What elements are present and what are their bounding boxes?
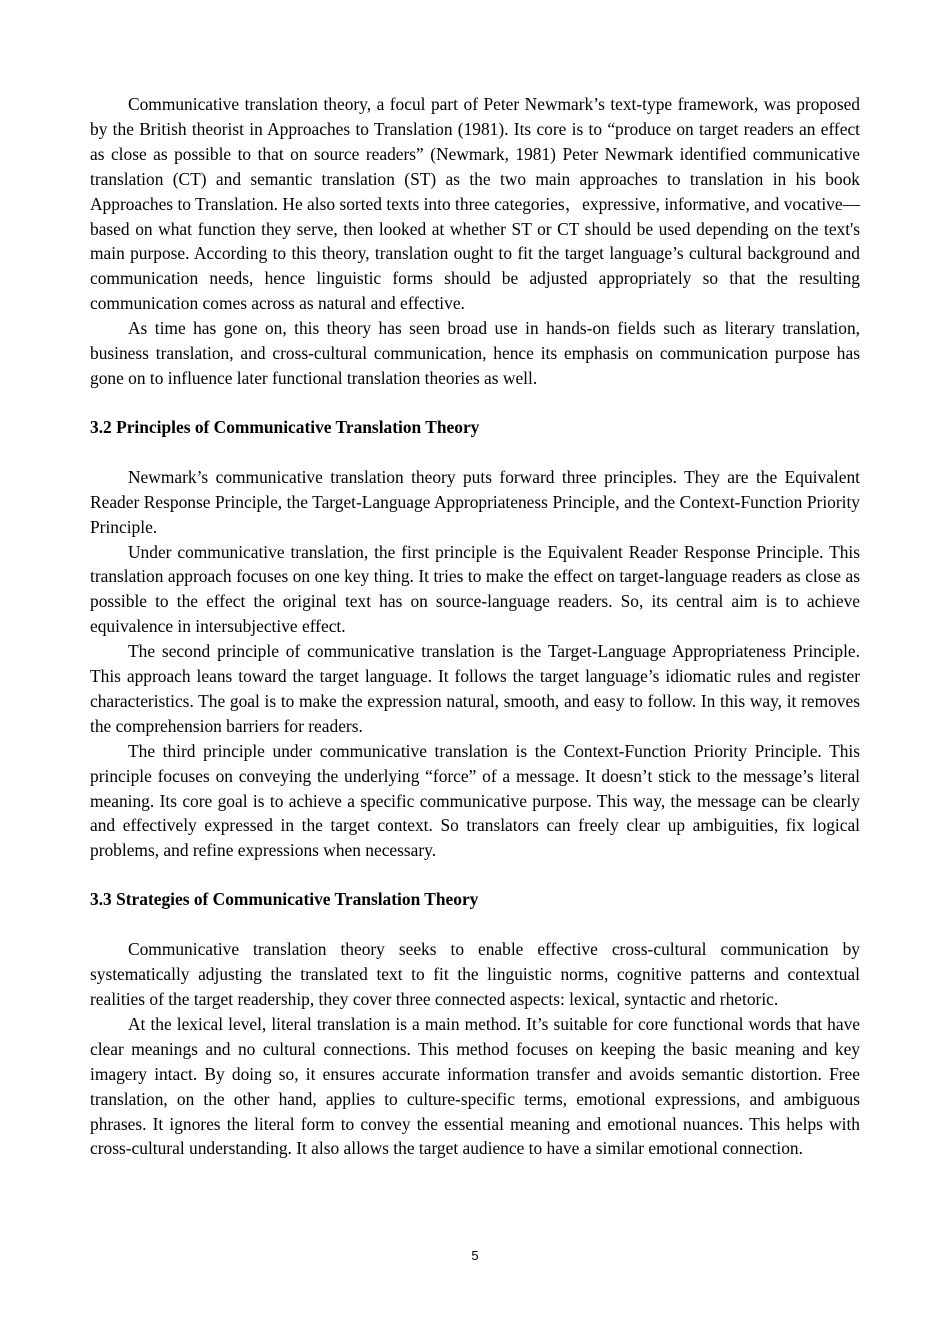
intro-paragraph: As time has gone on, this theory has seen broad use in hands-on fields such as literary translation, business translation, and cross-cultural communication, hence its emphasis on communication purpose has gone on to influence later functional translation theories as well. — [90, 318, 860, 388]
body-paragraph: Communicative translation theory seeks to enable effective cross-cultural communication by systematically adjusting the translated text to fit the linguistic norms, cognitive patterns and contextual realities of the target readership, they cover three connected aspects: lexical, syntactic and rhetoric. — [90, 939, 860, 1009]
body-paragraph: At the lexical level, literal translation is a main method. It’s suitable for core functional words that have clear meanings and no cultural connections. This method focuses on keeping the basic meaning and key imagery intact. By doing so, it ensures accurate information transfer and avoids semantic distortion. Free translation, on the other hand, applies to culture-specific terms, emotional expressions, and ambiguous phrases. It ignores the literal form to convey the essential meaning and emotional nuances. This helps with cross-cultural understanding. It also allows the target audience to have a similar emotional connection. — [90, 1013, 860, 1159]
body-paragraph: The third principle under communicative translation is the Context-Function Priority Principle. This principle focuses on conveying the underlying “force” of a message. It doesn’t stick to the message’s literal meaning. Its core goal is to achieve a specific communicative purpose. This way, the message can be clearly and effectively expressed in the target context. So translators can freely clear up ambiguities, fix logical problems, and refine expressions when necessary. — [90, 740, 860, 861]
section-heading: 3.3 Strategies of Communicative Translation Theory — [90, 889, 479, 910]
document-page — [90, 92, 860, 1161]
intro-paragraph: Communicative translation theory, a focul part of Peter Newmark’s text-type framework, was proposed by the British theorist in Approaches to Translation (1981). Its core is to “produce on target readers an effect as close as possible to that on source readers” (Newmark, 1981) Peter Newmark identified communicative translation (CT) and semantic translation (ST) as the two main approaches to translation in his book Approaches to Translation. He also sorted texts into three categories，expressive, informative, and vocative—based on what function they serve, then looked at whether ST or CT should be used depending on the text's main purpose. According to this theory, translation ought to fit the target language’s cultural background and communication needs, hence linguistic forms should be adjusted appropriately so that the resulting communication comes across as natural and effective. — [90, 94, 860, 314]
section-heading: 3.2 Principles of Communicative Translation Theory — [90, 416, 480, 437]
body-paragraph: Newmark’s communicative translation theory puts forward three principles. They are the Equivalent Reader Response Principle, the Target-Language Appropriateness Principle, and the Context-Function Priority Principle. — [90, 466, 860, 537]
page-number: 5 — [471, 1248, 479, 1263]
body-paragraph: Under communicative translation, the first principle is the Equivalent Reader Response Principle. This translation approach focuses on one key thing. It tries to make the effect on target-language readers as close as possible to the effect the original text has on source-language readers. So, its central aim is to achieve equivalence in intersubjective effect. — [90, 541, 860, 637]
body-paragraph: The second principle of communicative translation is the Target-Language Appropriateness Principle. This approach leans toward the target language. It follows the target language’s idiomatic rules and register characteristics. The goal is to make the expression natural, smooth, and easy to follow. In this way, it removes the comprehension barriers for readers. — [90, 641, 860, 736]
